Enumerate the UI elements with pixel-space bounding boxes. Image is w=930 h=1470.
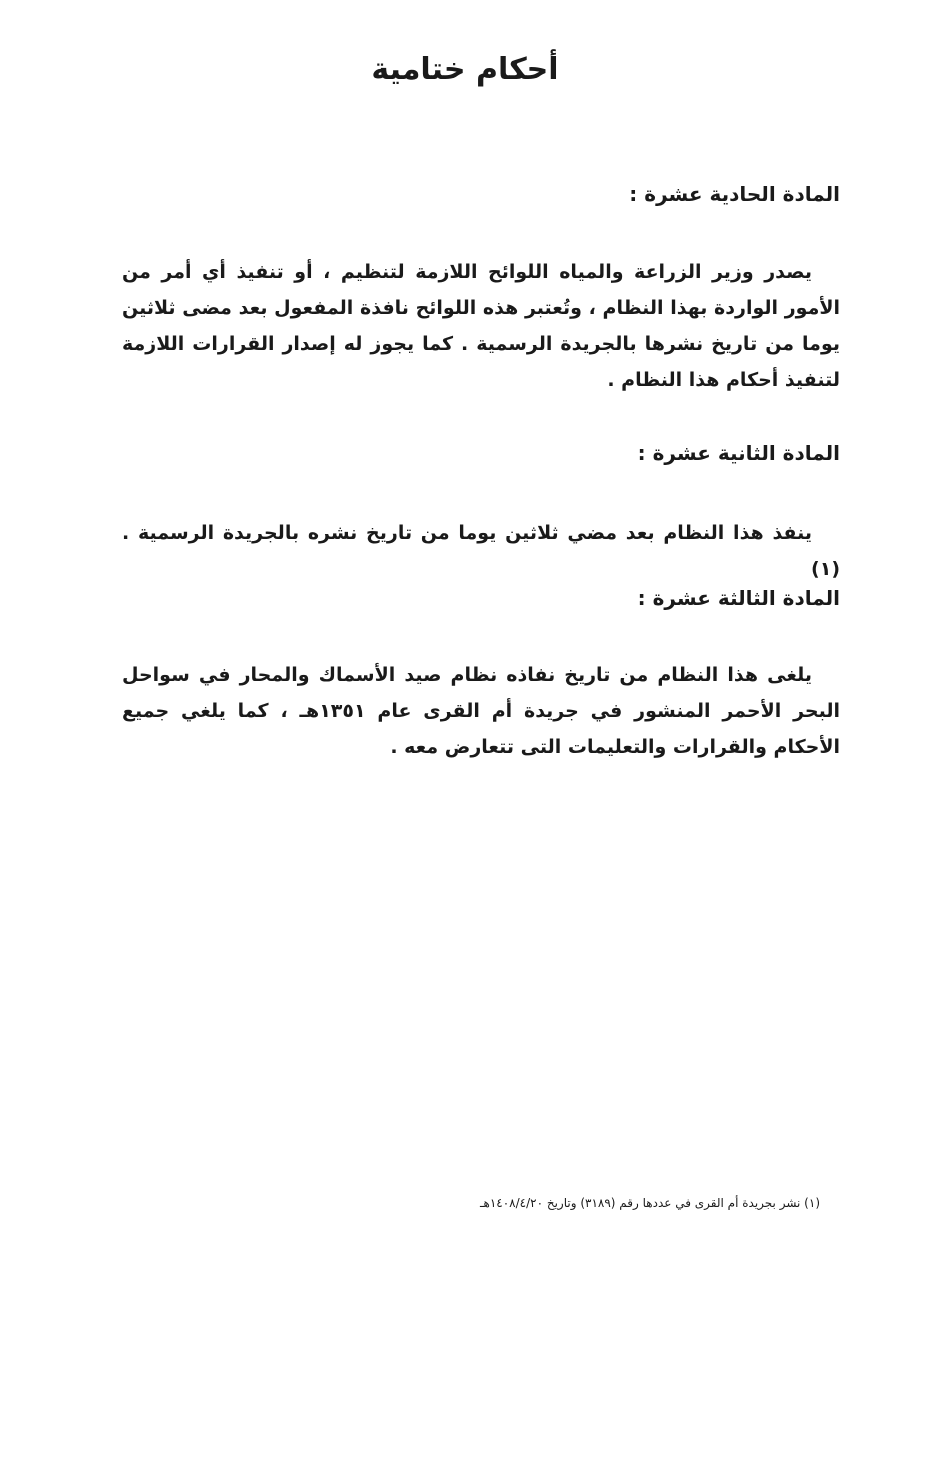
article-13-text: يلغى هذا النظام من تاريخ نفاذه نظام صيد الأسماك والمحار في سواحل البحر الأحمر المنشور في جريدة أم القرى عام ١٣٥١هـ ، كما يلغي جميع الأحكام والقرارات والتعليمات التى تتعارض معه . (122, 664, 840, 758)
article-13-heading: المادة الثالثة عشرة : (637, 586, 840, 610)
footnote: (١) نشر بجريدة أم القرى في عددها رقم (٣١٨٩) وتاريخ ١٤٠٨/٤/٢٠هـ (479, 1196, 820, 1210)
page-title: أحكام ختامية (371, 52, 559, 87)
article-12-text: ينفذ هذا النظام بعد مضي ثلاثين يوما من تاريخ نشره بالجريدة الرسمية . (١) (122, 522, 840, 580)
article-12-heading: المادة الثانية عشرة : (637, 441, 840, 465)
article-11-text: يصدر وزير الزراعة والمياه اللوائح اللازمة لتنظيم ، أو تنفيذ أي أمر من الأمور الواردة بهذا النظام ، وتُعتبر هذه اللوائح نافذة المفعول بعد مضى ثلاثين يوما من تاريخ نشرها بالجريدة الرسمية . كما يجوز له إصدار القرارات اللازمة لتنفيذ أحكام هذا النظام . (122, 261, 840, 391)
article-11-heading: المادة الحادية عشرة : (629, 182, 840, 206)
